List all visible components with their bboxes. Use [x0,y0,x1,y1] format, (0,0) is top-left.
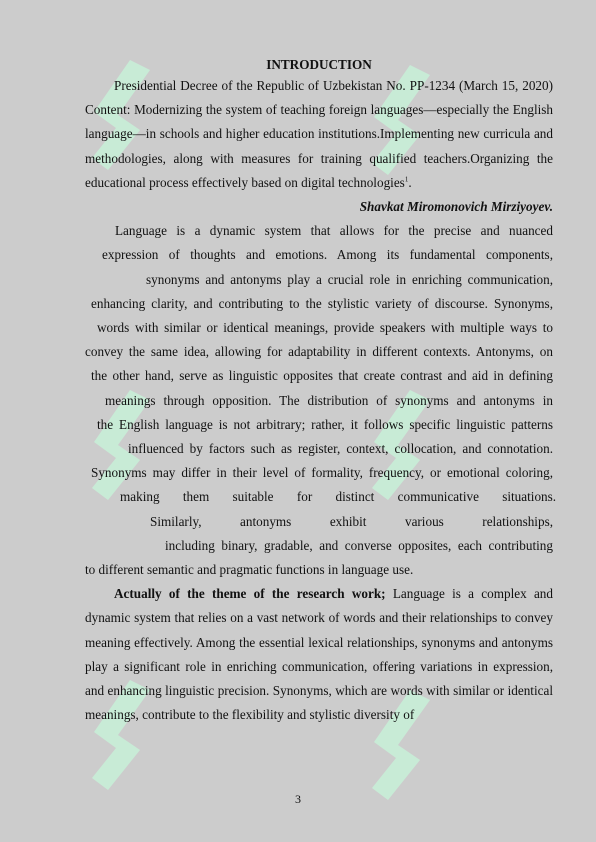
paragraph-line: words with similar or identical meanings, provide speakers with multiple ways to [97,320,553,336]
paragraph-line: Synonyms may differ in their level of formality, frequency, or emotional coloring, [91,465,553,481]
decree-text: Presidential Decree of the Republic of Uzbekistan No. PP-1234 (March 15, 2020) Content: Modernizing the system of teaching foreign languages—especially the English language—in schools and higher education institutions.Implementing new curricula and methodologies, along with measures for training qualified teachers.Organizing the educational process effectively based on digital technologies [85,78,553,190]
actuality-heading: Actually of the theme of the research work; [114,586,386,602]
paragraph-line: enhancing clarity, and contributing to the stylistic variety of discourse. Synonyms, [91,295,553,311]
footnote-mark: 1 [404,175,409,184]
section-title: INTRODUCTION [266,57,372,72]
paragraph-line: the other hand, serve as linguistic opposites that create contrast and aid in defining [91,368,553,384]
actuality-paragraph [85,582,553,727]
paragraph-line: the English language is not arbitrary; rather, it follows specific linguistic patterns [97,416,553,432]
actuality-text: Language is a complex and dynamic system that relies on a vast network of words and their relationships to convey meaning effectively. Among the essential lexical relationships, synonyms and antonyms play a significant role in enriching communication, offering variations in expression, and enhancing linguistic precision. Synonyms, which are words with similar or identical meanings, contribute to the flexibility and stylistic diversity of [85,586,553,723]
paragraph-line: synonyms and antonyms play a crucial role in enriching communication, [146,271,553,287]
paragraph-line: making them suitable for distinct communicative situations. [120,489,557,505]
language-paragraph [85,219,557,582]
paragraph-line: Language is a dynamic system that allows for the precise and nuanced [115,223,553,239]
decree-end: . [408,174,412,190]
paragraph-line: convey the same idea, allowing for adaptability in different contexts. Antonyms, on [85,344,553,360]
paragraph-line: expression of thoughts and emotions. Among its fundamental components, [102,247,553,263]
paragraph-line: including binary, gradable, and converse opposites, each contributing [165,537,553,553]
decree-paragraph [85,74,553,195]
signature: Shavkat Miromonovich Mirziyoyev. [359,199,553,215]
paragraph-line: meanings through opposition. The distribution of synonyms and antonyms in [105,392,553,408]
paragraph-line: to different semantic and pragmatic functions in language use. [85,562,414,578]
page-number: 3 [295,792,301,806]
paragraph-line: Similarly, antonyms exhibit various relationships, [150,513,553,529]
document-body [85,55,557,727]
paragraph-line: influenced by factors such as register, context, collocation, and connotation. [128,441,553,457]
